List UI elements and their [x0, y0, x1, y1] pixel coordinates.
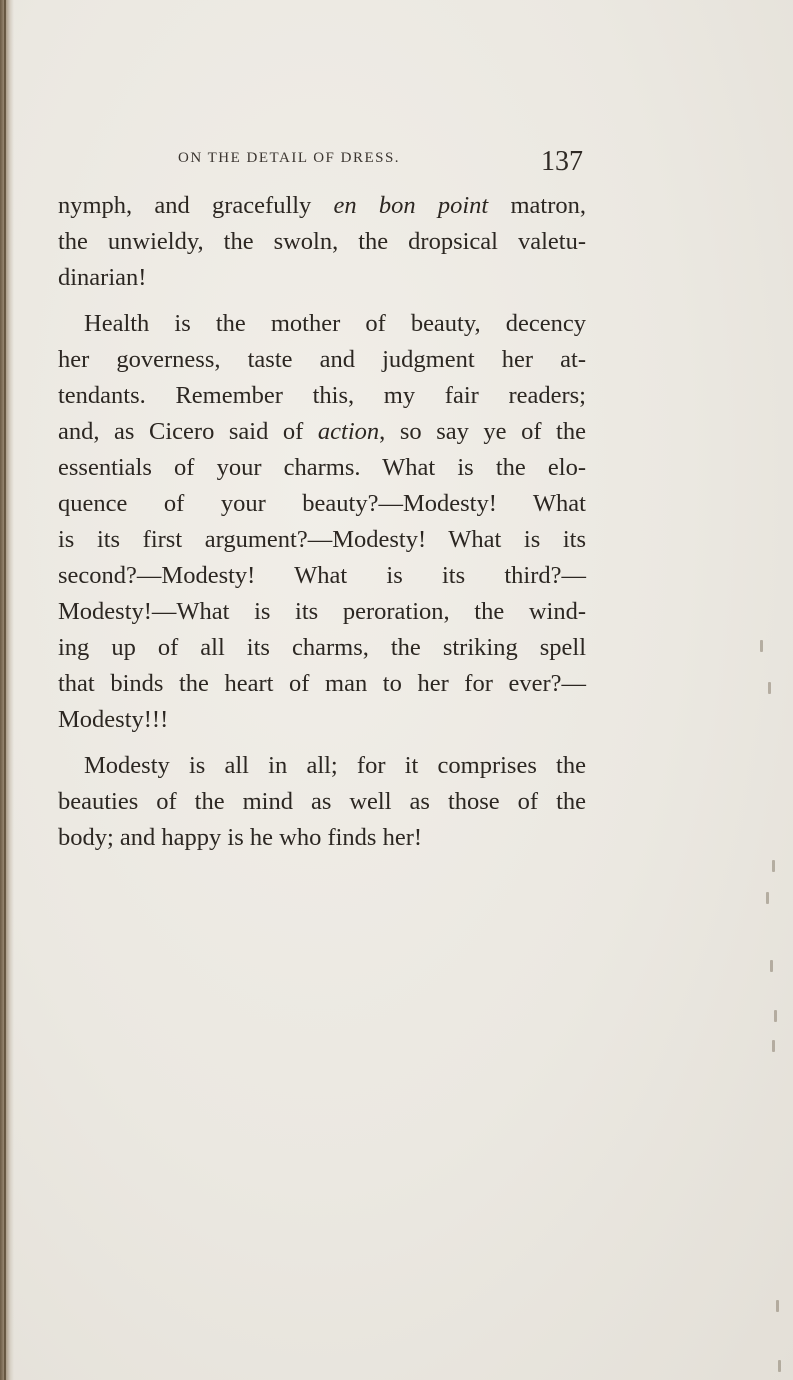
italic-phrase: en bon point: [333, 192, 489, 219]
text-line: the unwieldy, the swoln, the dropsical valetu-: [58, 228, 586, 255]
paragraph: [58, 188, 586, 296]
text-line: Modesty is all in all; for it comprises the: [84, 752, 586, 779]
text-line: Modesty!—What is its peroration, the wind-: [58, 598, 586, 625]
running-head: ON THE DETAIL OF DRESS.: [178, 150, 401, 166]
text-line: beauties of the mind as well as those of the: [58, 788, 586, 815]
edge-fleck: [768, 682, 771, 694]
text-line: her governess, taste and judgment her at-: [58, 346, 586, 373]
paragraph: [58, 306, 586, 738]
binding-edge: [0, 0, 14, 1380]
edge-fleck: [770, 960, 773, 972]
text-line: that binds the heart of man to her for ever?—: [58, 670, 586, 697]
paragraph-gap: [58, 296, 586, 306]
paragraph: [58, 748, 586, 856]
edge-fleck: [772, 1040, 775, 1052]
edge-fleck: [760, 640, 763, 652]
text-line: ing up of all its charms, the striking spell: [58, 634, 586, 661]
text-line: quence of your beauty?—Modesty! What: [58, 490, 586, 517]
text-line: essentials of your charms. What is the elo-: [58, 454, 586, 481]
edge-fleck: [776, 1300, 779, 1312]
text-line: and, as Cicero said of action, so say ye of the: [58, 418, 586, 445]
edge-fleck: [774, 1010, 777, 1022]
text-line: Modesty!!!: [58, 706, 169, 733]
text-line: is its first argument?—Modesty! What is its: [58, 526, 586, 553]
edge-fleck: [766, 892, 769, 904]
page-number: 137: [541, 146, 583, 177]
binding-line: [4, 0, 6, 1380]
text-line: dinarian!: [58, 264, 147, 291]
edge-fleck: [772, 860, 775, 872]
text-line: nymph, and gracefully en bon point matron,: [58, 192, 586, 219]
text-line: body; and happy is he who finds her!: [58, 824, 423, 851]
italic-phrase: action: [317, 418, 380, 445]
paragraph-gap: [58, 738, 586, 748]
text-line: tendants. Remember this, my fair readers;: [58, 382, 586, 409]
body-text: [58, 188, 586, 856]
text-line: Health is the mother of beauty, decency: [84, 310, 586, 337]
text-line: second?—Modesty! What is its third?—: [58, 562, 586, 589]
page-header: [178, 148, 583, 180]
edge-fleck: [778, 1360, 781, 1372]
